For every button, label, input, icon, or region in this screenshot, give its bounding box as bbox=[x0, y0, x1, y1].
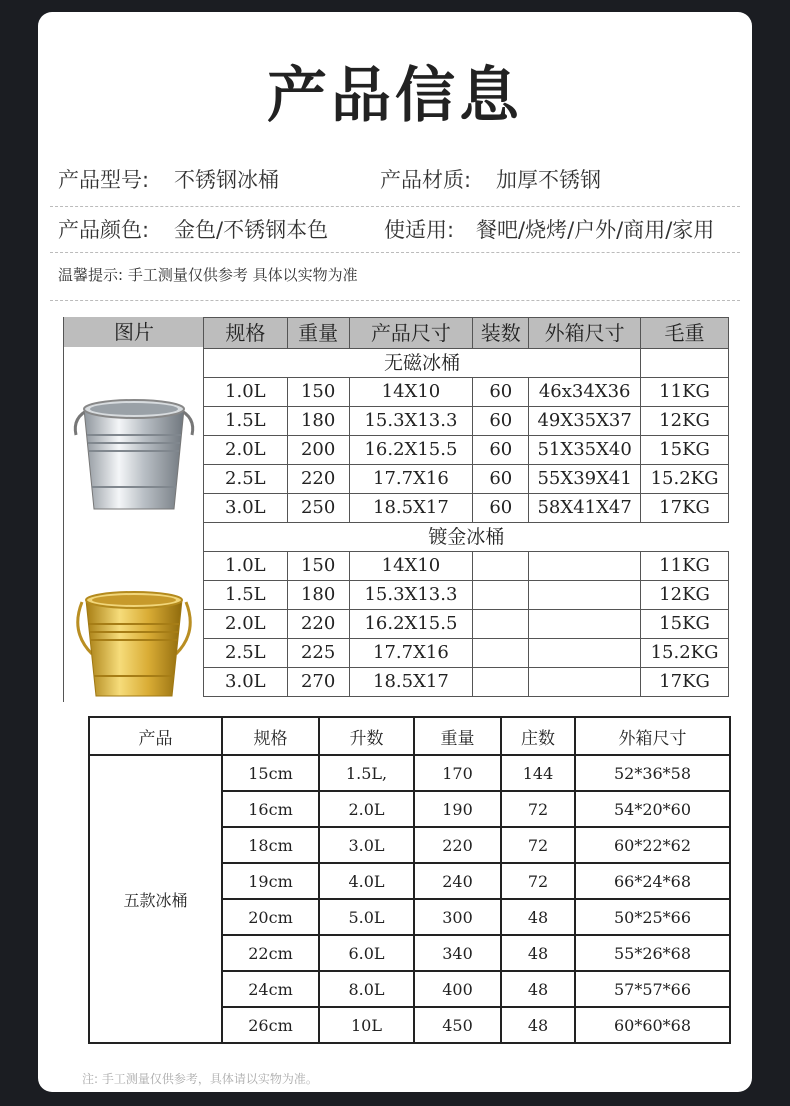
table-cell: 220 bbox=[287, 610, 349, 639]
header-gross-weight: 毛重 bbox=[641, 318, 729, 349]
model-label: 产品型号: bbox=[58, 168, 150, 192]
table-cell: 51X35X40 bbox=[529, 436, 641, 465]
header-carton-size: 外箱尺寸 bbox=[529, 318, 641, 349]
table-cell: 16cm bbox=[222, 791, 319, 827]
header-weight: 重量 bbox=[287, 318, 349, 349]
table-cell: 1.5L, bbox=[319, 755, 414, 791]
table-cell: 17.7X16 bbox=[349, 639, 473, 668]
table-cell: 15.2KG bbox=[641, 465, 729, 494]
header-size: 产品尺寸 bbox=[349, 318, 473, 349]
table-cell bbox=[641, 349, 729, 378]
table-cell: 54*20*60 bbox=[575, 791, 730, 827]
header-quantity: 装数 bbox=[473, 318, 529, 349]
color-label: 产品颜色: bbox=[58, 218, 150, 242]
material-label: 产品材质: bbox=[380, 168, 472, 192]
header-count: 庄数 bbox=[501, 717, 575, 755]
table-cell: 1.0L bbox=[204, 378, 288, 407]
table-row bbox=[204, 552, 729, 581]
product-info-card bbox=[38, 12, 752, 1092]
table-cell: 12KG bbox=[641, 407, 729, 436]
table-cell: 150 bbox=[287, 552, 349, 581]
table-cell: 19cm bbox=[222, 863, 319, 899]
table-cell: 16.2X15.5 bbox=[349, 610, 473, 639]
table-cell: 240 bbox=[414, 863, 501, 899]
divider bbox=[50, 300, 740, 301]
section-title-nonmagnetic: 无磁冰桶 bbox=[204, 349, 641, 378]
table-cell: 48 bbox=[501, 899, 575, 935]
table-cell: 17.7X16 bbox=[349, 465, 473, 494]
table-cell: 8.0L bbox=[319, 971, 414, 1007]
table-cell: 17KG bbox=[641, 668, 729, 697]
table-cell bbox=[473, 610, 529, 639]
table-row bbox=[204, 465, 729, 494]
table-row bbox=[204, 610, 729, 639]
color-value: 金色/不锈钢本色 bbox=[174, 218, 329, 242]
table-cell bbox=[529, 668, 641, 697]
table-cell: 57*57*66 bbox=[575, 971, 730, 1007]
table-cell: 6.0L bbox=[319, 935, 414, 971]
table-cell bbox=[529, 639, 641, 668]
table-cell: 270 bbox=[287, 668, 349, 697]
table-cell: 72 bbox=[501, 827, 575, 863]
table-cell: 72 bbox=[501, 791, 575, 827]
footnote: 注: 手工测量仅供参考，具体请以实物为准。 bbox=[82, 1072, 318, 1086]
section-row bbox=[204, 349, 729, 378]
table-header-row bbox=[89, 717, 730, 755]
table-cell: 18cm bbox=[222, 827, 319, 863]
table-cell: 66*24*68 bbox=[575, 863, 730, 899]
table-cell: 18.5X17 bbox=[349, 494, 473, 523]
table-cell: 5.0L bbox=[319, 899, 414, 935]
gold-bucket-image bbox=[70, 572, 198, 702]
table-cell: 24cm bbox=[222, 971, 319, 1007]
table-cell: 60 bbox=[473, 378, 529, 407]
table-cell: 15.2KG bbox=[641, 639, 729, 668]
table-cell: 16.2X15.5 bbox=[349, 436, 473, 465]
table-row bbox=[204, 378, 729, 407]
table-cell: 14X10 bbox=[349, 378, 473, 407]
spec-grid-1 bbox=[203, 317, 729, 697]
header-spec: 规格 bbox=[204, 318, 288, 349]
table-cell bbox=[473, 552, 529, 581]
steel-bucket-image bbox=[70, 387, 198, 517]
table-cell: 220 bbox=[414, 827, 501, 863]
table-cell: 15cm bbox=[222, 755, 319, 791]
table-cell: 14X10 bbox=[349, 552, 473, 581]
table-cell bbox=[473, 639, 529, 668]
table-row bbox=[204, 639, 729, 668]
table-cell: 1.0L bbox=[204, 552, 288, 581]
table-cell: 22cm bbox=[222, 935, 319, 971]
table-header-row bbox=[204, 318, 729, 349]
usage-label: 使适用: bbox=[384, 218, 455, 242]
table-row bbox=[89, 755, 730, 791]
table-cell: 150 bbox=[287, 378, 349, 407]
divider bbox=[50, 252, 740, 253]
table-cell: 180 bbox=[287, 407, 349, 436]
table-cell: 250 bbox=[287, 494, 349, 523]
table-cell: 400 bbox=[414, 971, 501, 1007]
table-cell: 58X41X47 bbox=[529, 494, 641, 523]
table-cell: 2.0L bbox=[204, 436, 288, 465]
table-cell: 50*25*66 bbox=[575, 899, 730, 935]
table-cell: 450 bbox=[414, 1007, 501, 1043]
image-column bbox=[63, 317, 204, 702]
table-cell: 200 bbox=[287, 436, 349, 465]
table-row bbox=[204, 581, 729, 610]
table-cell: 17KG bbox=[641, 494, 729, 523]
header-liters: 升数 bbox=[319, 717, 414, 755]
table-cell: 48 bbox=[501, 971, 575, 1007]
table-cell bbox=[529, 581, 641, 610]
table-cell: 12KG bbox=[641, 581, 729, 610]
table-cell bbox=[473, 581, 529, 610]
table-cell: 10L bbox=[319, 1007, 414, 1043]
table-cell: 18.5X17 bbox=[349, 668, 473, 697]
table-cell: 72 bbox=[501, 863, 575, 899]
section-row bbox=[204, 523, 729, 552]
table-cell: 190 bbox=[414, 791, 501, 827]
model-value: 不锈钢冰桶 bbox=[174, 168, 279, 192]
table-cell: 60 bbox=[473, 494, 529, 523]
table-cell: 11KG bbox=[641, 552, 729, 581]
header-weight: 重量 bbox=[414, 717, 501, 755]
material-value: 加厚不锈钢 bbox=[496, 168, 601, 192]
table-cell: 180 bbox=[287, 581, 349, 610]
table-cell bbox=[529, 610, 641, 639]
table-row bbox=[204, 407, 729, 436]
table-cell: 3.0L bbox=[319, 827, 414, 863]
table-cell: 15.3X13.3 bbox=[349, 407, 473, 436]
table-cell: 15KG bbox=[641, 436, 729, 465]
table-cell: 60 bbox=[473, 436, 529, 465]
table-cell: 20cm bbox=[222, 899, 319, 935]
table-cell: 220 bbox=[287, 465, 349, 494]
header-spec: 规格 bbox=[222, 717, 319, 755]
table-cell: 3.0L bbox=[204, 668, 288, 697]
table-cell: 46x34X36 bbox=[529, 378, 641, 407]
table-cell: 48 bbox=[501, 1007, 575, 1043]
table-row bbox=[204, 494, 729, 523]
header-carton-size: 外箱尺寸 bbox=[575, 717, 730, 755]
table-cell: 4.0L bbox=[319, 863, 414, 899]
table-cell: 11KG bbox=[641, 378, 729, 407]
spec-grid-2 bbox=[88, 716, 731, 1044]
table-cell: 340 bbox=[414, 935, 501, 971]
page-title: 产品信息 bbox=[267, 61, 523, 131]
table-row bbox=[204, 436, 729, 465]
section-title-gold: 镀金冰桶 bbox=[204, 523, 729, 552]
table-cell: 15KG bbox=[641, 610, 729, 639]
product-name-cell: 五款冰桶 bbox=[89, 755, 222, 1043]
table-cell: 60 bbox=[473, 465, 529, 494]
table-cell: 225 bbox=[287, 639, 349, 668]
table-cell: 26cm bbox=[222, 1007, 319, 1043]
table-cell: 144 bbox=[501, 755, 575, 791]
header-product: 产品 bbox=[89, 717, 222, 755]
table-cell: 2.0L bbox=[319, 791, 414, 827]
table-cell: 52*36*58 bbox=[575, 755, 730, 791]
table-cell bbox=[529, 552, 641, 581]
table-cell: 55X39X41 bbox=[529, 465, 641, 494]
divider bbox=[50, 206, 740, 207]
table-cell: 60*22*62 bbox=[575, 827, 730, 863]
table-cell bbox=[473, 668, 529, 697]
table-cell: 1.5L bbox=[204, 581, 288, 610]
table-cell: 2.0L bbox=[204, 610, 288, 639]
table-cell: 55*26*68 bbox=[575, 935, 730, 971]
table-cell: 1.5L bbox=[204, 407, 288, 436]
table-cell: 48 bbox=[501, 935, 575, 971]
table-cell: 49X35X37 bbox=[529, 407, 641, 436]
table-cell: 2.5L bbox=[204, 465, 288, 494]
table-cell: 3.0L bbox=[204, 494, 288, 523]
spec-table-1 bbox=[63, 317, 729, 702]
tip-text: 温馨提示: 手工测量仅供参考 具体以实物为准 bbox=[58, 266, 358, 284]
usage-value: 餐吧/烧烤/户外/商用/家用 bbox=[476, 218, 715, 242]
table-cell: 170 bbox=[414, 755, 501, 791]
header-image: 图片 bbox=[64, 317, 204, 347]
table-cell: 15.3X13.3 bbox=[349, 581, 473, 610]
table-cell: 2.5L bbox=[204, 639, 288, 668]
table-cell: 60*60*68 bbox=[575, 1007, 730, 1043]
table-row bbox=[204, 668, 729, 697]
table-cell: 300 bbox=[414, 899, 501, 935]
table-cell: 60 bbox=[473, 407, 529, 436]
